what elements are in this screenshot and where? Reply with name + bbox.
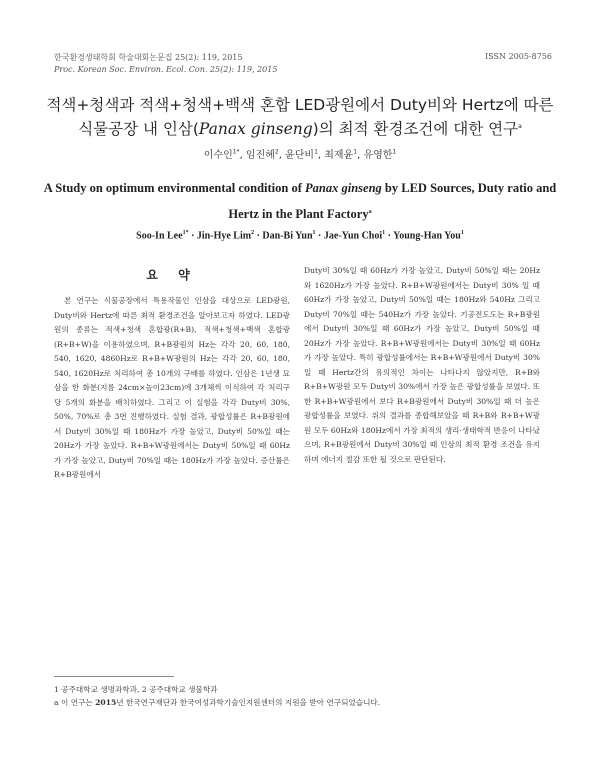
footnote-affiliation: 1 공주대학교 생명과학과, 2 공주대학교 생물학과: [54, 685, 218, 694]
journal-name-en: Proc. Korean Soc. Environ. Ecol. Con. 25(2): 119, 2015: [54, 65, 278, 74]
title-english: [40, 176, 560, 226]
authors-english: Soo-In Lee$^{1*}$ · Jin-Hye Lim$^2$ · Dan-Bi Yun$^1$ · Jae-Yun Choi$^1$ · Young-Han You$^1$: [136, 230, 464, 242]
title-en-line1: A Study on optimum environmental condition of Panax ginseng by LED Sources, Duty ratio and: [43, 181, 557, 195]
footnote-divider: [54, 676, 174, 677]
author-en: Young-Han You: [393, 230, 461, 242]
title-ko-line1: 적색+청색과 적색+청색+백색 혼합 LED광원에서 Duty비와 Hertz에 따른: [46, 96, 554, 114]
author: 최재윤: [324, 150, 354, 161]
author-en: Jae-Yun Choi: [323, 230, 383, 242]
authors-korean: 이수인$^{1*}$, 임진혜$^2$, 윤단비$^1$, 최재윤$^1$, 유영한$^1$: [203, 148, 397, 161]
abstract-left-column: [54, 294, 290, 483]
footnote-funding: a 이 연구는 2015년 한국연구재단과 한국여성과학기술인지원센터의 지원을 받아 연구되었습니다.: [54, 698, 381, 707]
title-korean: [40, 94, 560, 140]
author: 윤단비: [285, 150, 315, 161]
abstract-heading: 요 약: [146, 268, 198, 282]
author-en: Jin-Hye Lim: [196, 230, 252, 242]
title-en-line2: Hertz in the Plant Factory$^a$: [228, 207, 372, 222]
author: 이수인: [203, 150, 233, 161]
species-name-en: Panax ginseng: [305, 181, 382, 195]
author: 유영한: [363, 150, 393, 161]
title-ko-line2: 식물공장 내 인삼(Panax ginseng)의 최적 환경조건에 대한 연구$^a$: [78, 120, 522, 139]
issn: ISSN 2005-8756: [485, 52, 552, 61]
species-name: Panax ginseng: [198, 120, 313, 139]
author: 임진혜: [245, 150, 275, 161]
author-en: Soo-In Lee: [136, 230, 183, 242]
abstract-right-column: [304, 264, 540, 467]
abstract-paragraph-left: 본 연구는 식물공장에서 특용작물인 인삼을 대상으로 LED광원, Duty비와 Hertz에 따른 최적 환경조건을 알아보고자 하였다. LED광원의 종류는 적색+청색 혼합광(R+B), 적색+청색+백색 혼합광(R+B+W)을 이용하였으며, R+B광원의 Hz는 각각 20, 60, 180, 540, 1620, 4860Hz로 R+B+W광원의 Hz는 각각 20, 60, 180, 540, 1620Hz로 처리하여 총 10개의 구배를 하였다. 인삼은 1년생 묘삼을 한 화분(지름 24cm×높이23cm)에 3개체씩 이식하여 각 처리구당 5개의 화분을 배치하였다. 그리고 이 실험을 각각 Duty비 30%, 50%, 70%로 총 3번 진행하였다. 실험 결과, 광합성률은 R+B광원에서 Duty비 30%일 때 180Hz가 가장 높았고, Duty비 50%일 때는 20Hz가 가장 높았다. R+B+W광원에서는 Duty비 50%일 때 60Hz가 가장 높았고, Duty비 70%일 때는 180Hz가 가장 높았다. 증산률은 R+B광원에서: [54, 296, 290, 479]
journal-name-ko: 한국환경생태학회 학술대회논문집 25(2): 119, 2015: [54, 53, 243, 62]
abstract-paragraph-right: Duty비 30%일 때 60Hz가 가장 높았고, Duty비 50%일 때는 20Hz와 1620Hz가 가장 높았다. R+B+W광원에서는 Duty비 30% 일 때 60Hz가 가장 높았고, Duty비 50%일 때는 180Hz와 540Hz 그리고 Duty비 70%일 때는 540Hz가 가장 높았다. 기공전도도는 R+B광원에서 Duty비 30%일 때 60Hz가 가장 높았고, Duty비 50%일 때 20Hz가 가장 높았다. R+B+W광원에서는 Duty비 30%일 때 60Hz가 가장 높았다. 특히 광합성률에서는 R+B+W광원에서 Duty비 30%일 때 Hertz간의 유의적인 차이는 나타나지 않았지만, R+B와 R+B+W광원 모두 Duty비 30%에서 가장 높은 광합성률을 보였다. 또한 R+B+W광원에서 보다 R+B광원에서 Duty비 30%일 때 더 높은 광합성률을 보였다. 위의 결과를 종합해보았을 때 R+B와 R+B+W광원 모두 60Hz와 180Hz에서 가장 최적의 생리·생태학적 반응이 나타났으며, R+B광원에서 Duty비 30%일 때 인삼의 최적 환경 조건을 유지하며 에너지 절감 또한 될 것으로 판단된다.: [304, 266, 540, 464]
journal-header: [54, 52, 277, 76]
author-en: Dan-Bi Yun: [262, 230, 313, 242]
